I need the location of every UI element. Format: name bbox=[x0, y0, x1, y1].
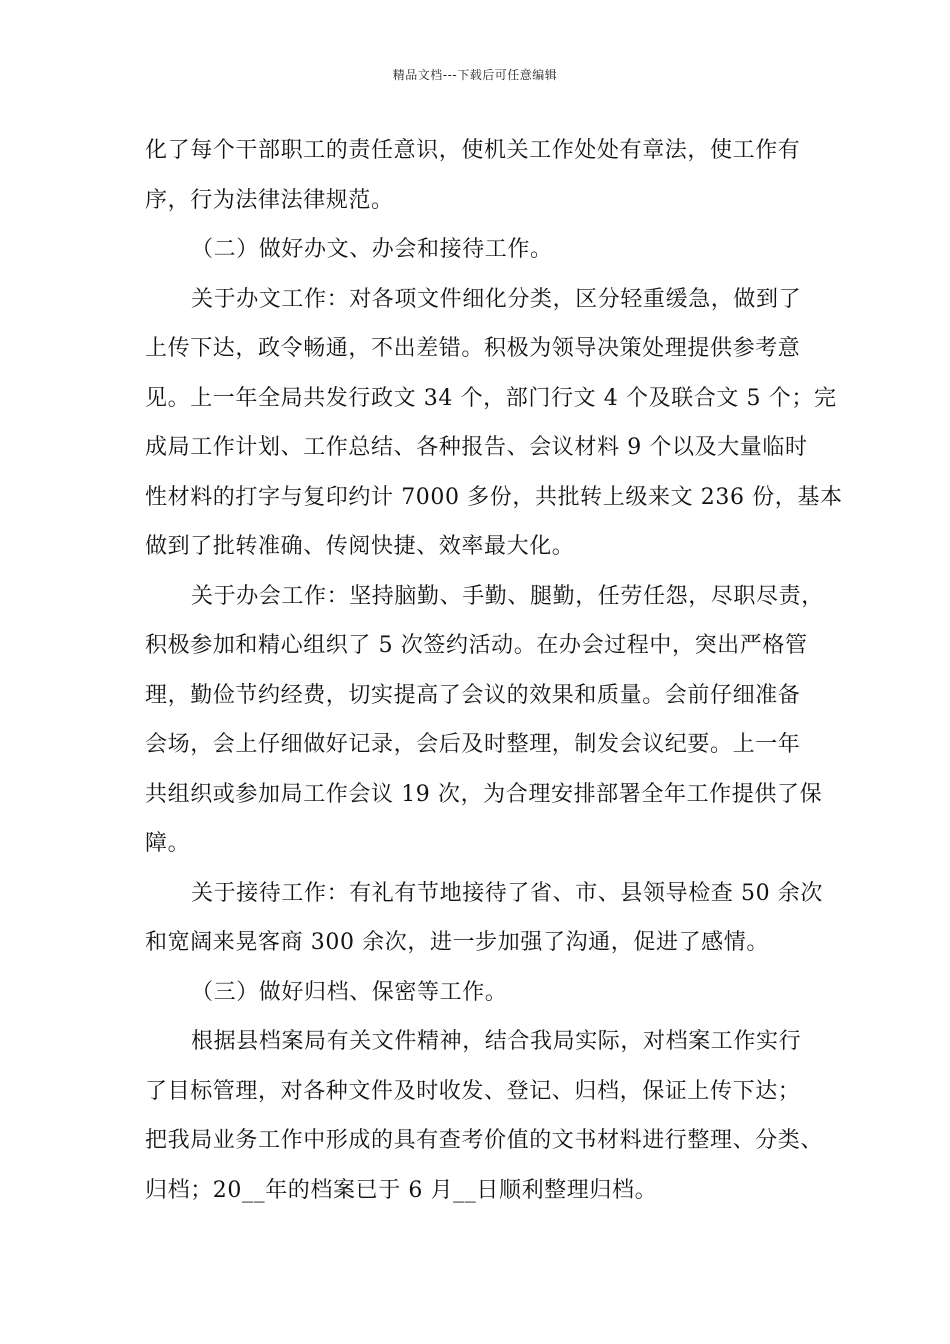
text-line: 共组织或参加局工作会议 19 次，为合理安排部署全年工作提供了保 bbox=[145, 781, 823, 807]
paragraph-start: 关于办会工作：坚持脑勤、手勤、腿勤，任劳任怨，尽职尽责， bbox=[191, 583, 824, 609]
paragraph-start: 关于办文工作：对各项文件细化分类，区分轻重缓急，做到了 bbox=[191, 286, 802, 312]
text-line: 做到了批转准确、传阅快捷、效率最大化。 bbox=[145, 534, 575, 559]
section-heading: （三）做好归档、保密等工作。 bbox=[191, 979, 508, 1005]
paragraph-start: 根据县档案局有关文件精神，结合我局实际，对档案工作实行 bbox=[191, 1029, 802, 1054]
document-body bbox=[145, 126, 843, 1215]
text-line: 会场，会上仔细做好记录，会后及时整理，制发会议纪要。上一年 bbox=[145, 732, 801, 757]
text-line: 了目标管理，对各种文件及时收发、登记、归档，保证上传下达； bbox=[145, 1078, 801, 1104]
text-line: 化了每个干部职工的责任意识，使机关工作处处有章法，使工作有 bbox=[145, 138, 801, 163]
text-line: 积极参加和精心组织了 5 次签约活动。在办会过程中，突出严格管 bbox=[145, 633, 808, 658]
text-line: 序，行为法律法律规范。 bbox=[145, 187, 394, 213]
text-line: 和宽阔来晃客商 300 余次，进一步加强了沟通，促进了感情。 bbox=[145, 930, 769, 955]
text-line: 上传下达，政令畅通，不出差错。积极为领导决策处理提供参考意 bbox=[145, 336, 801, 361]
section-heading: （二）做好办文、办会和接待工作。 bbox=[191, 237, 553, 262]
paragraph-start: 关于接待工作：有礼有节地接待了省、市、县领导检查 50 余次 bbox=[191, 880, 823, 906]
text-line: 理，勤俭节约经费，切实提高了会议的效果和质量。会前仔细准备 bbox=[145, 682, 801, 708]
text-line: 性材料的打字与复印约计 7000 多份，共批转上级来文 236 份，基本 bbox=[145, 484, 843, 510]
text-line: 成局工作计划、工作总结、各种报告、会议材料 9 个以及大量临时 bbox=[145, 435, 808, 460]
text-line: 见。上一年全局共发行政文 34 个，部门行文 4 个及联合文 5 个；完 bbox=[145, 385, 837, 411]
text-line: 障。 bbox=[145, 831, 191, 856]
text-line: 归档；20__年的档案已于 6 月__日顺利整理归档。 bbox=[145, 1177, 658, 1203]
text-line: 把我局业务工作中形成的具有查考价值的文书材料进行整理、分类、 bbox=[145, 1128, 824, 1153]
page-header: 精品文档---下载后可任意编辑 bbox=[392, 68, 558, 82]
